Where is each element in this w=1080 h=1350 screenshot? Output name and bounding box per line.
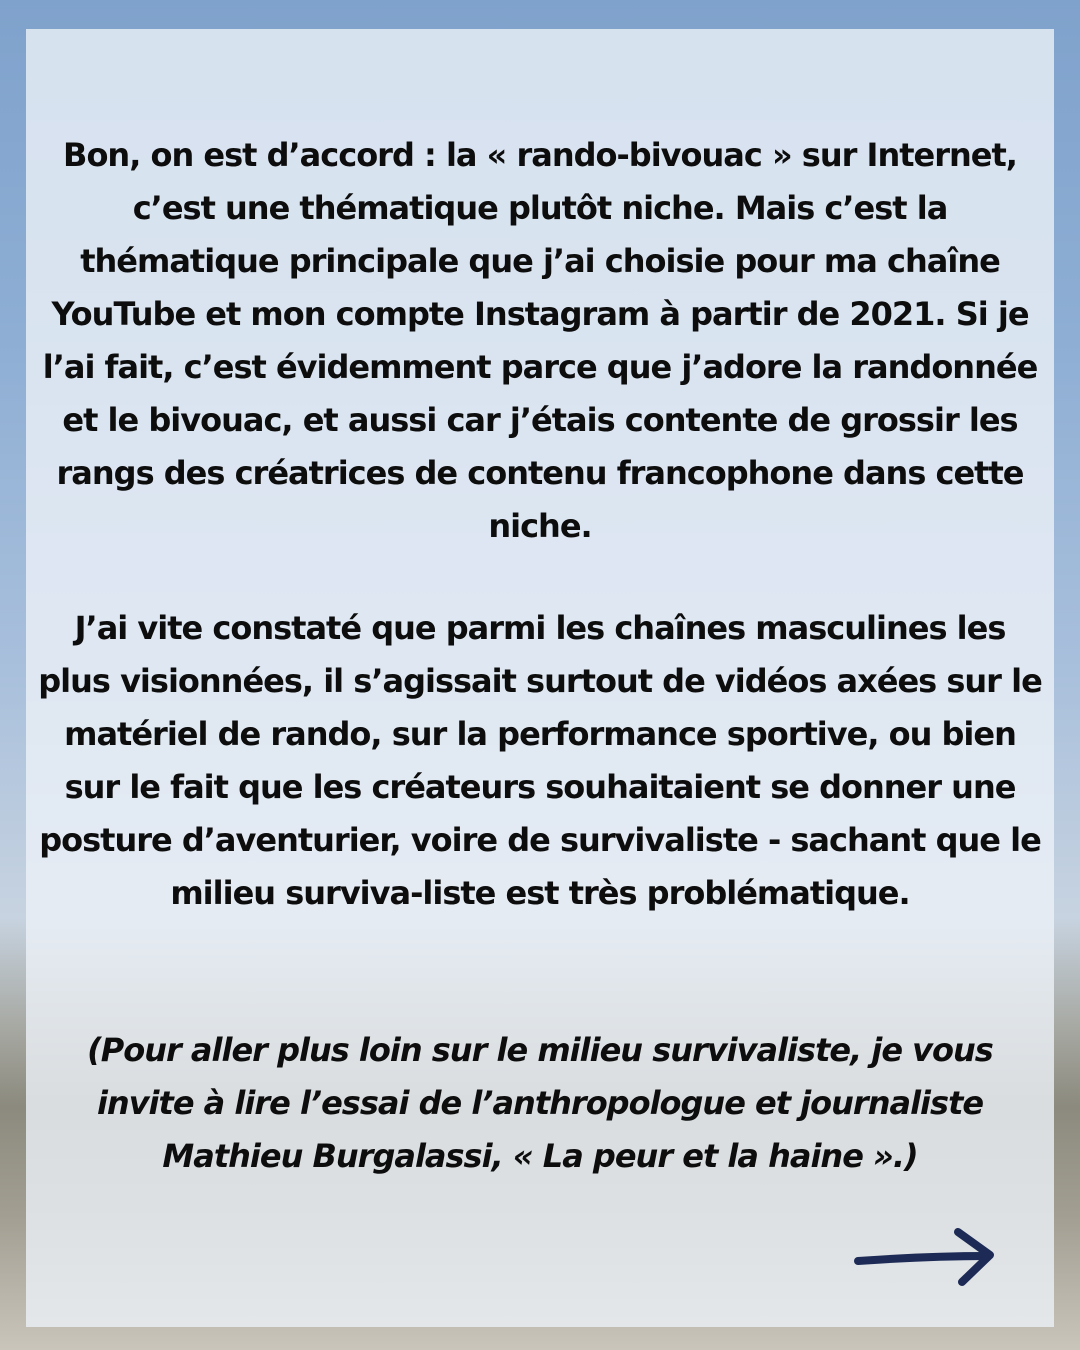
paragraph-reference: (Pour aller plus loin sur le milieu survivaliste, je vous invite à lire l’essai de l’anthropologue et journaliste Mathieu Burgalassi, « La peur et la haine ».) (87, 1031, 993, 1175)
arrow-right-icon[interactable] (850, 1220, 1000, 1290)
text-panel (26, 29, 1054, 1327)
paragraph-intro: Bon, on est d’accord : la « rando-bivouac » sur Internet, c’est une thématique plutôt niche. Mais c’est la thématique principale que j’ai choisie pour ma chaîne YouTube et mon compte Instagram à partir de 2021. Si je l’ai fait, c’est évidemment parce que j’adore la randonnée et le bivouac, et aussi car j’étais contente de grossir les rangs des créatrices de contenu francophone dans cette niche. (42, 136, 1038, 545)
paragraph-observation: J’ai vite constaté que parmi les chaînes masculines les plus visionnées, il s’agissait surtout de vidéos axées sur le matériel de rando, sur la performance sportive, ou bien sur le fait que les créateurs souhaitaient se donner une posture d’aventurier, voire de survivaliste - sachant que le milieu surviva-liste est très problématique. (38, 609, 1042, 912)
